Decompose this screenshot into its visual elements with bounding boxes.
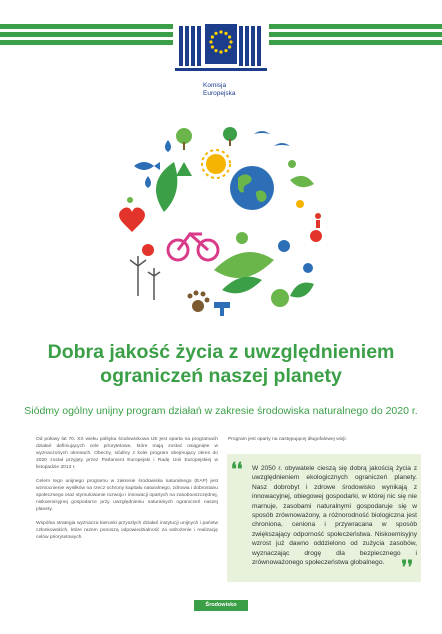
main-title-line1: Dobra jakość życia z uwzględnieniem [47,341,395,363]
environment-icons-circle-illustration [104,120,336,330]
topic-tag: Środowisko [194,600,248,611]
fish-icon [134,162,160,170]
heart-icon [119,208,145,233]
globe-icon [230,166,274,210]
water-drop-icon [145,176,151,188]
logo-label-line1: Komisja [203,82,227,89]
logo-label [203,82,236,98]
person-icon [315,213,321,228]
logo-label-line2: Europejska [203,90,236,97]
leaf-icon [222,277,262,294]
leaf-icon [214,252,274,278]
bicycle-icon [168,234,218,260]
right-column-intro: Program jest oparty na następującej długofalowej wizji: [228,437,347,442]
bird-icon [274,143,290,146]
subtitle: Siódmy ogólny unijny program działań w zakresie środowiska naturalnego do 2020 r. [24,405,418,417]
left-paragraph-3: Wspólna strategia wyznacza kierunki przyszłych działań instytucji unijnych i państw członkowskich, które razem ponoszą odpowiedzialność za wdrożenie i realizację celów priorytetowych. [36,521,218,540]
left-column [36,436,218,548]
leaf-icon [290,283,314,298]
paw-icon [188,291,210,313]
sun-icon [202,150,230,178]
tree-icon [176,128,192,144]
apple-icon [271,289,289,307]
main-title-line2: ograniczeń naszej planety [100,365,342,387]
apple-icon [142,244,154,256]
apple-icon [310,230,322,242]
wind-turbine-icon [130,256,160,300]
leaf-icon [290,176,314,187]
bird-icon [254,131,270,134]
berlaymont-building-icon [173,20,269,80]
main-title [20,340,422,388]
european-commission-logo [173,20,269,96]
tree-icon [223,127,237,141]
vision-quote-box [227,454,421,582]
open-quote-icon: ❛❛ [231,459,243,479]
leaf-icon [156,162,177,212]
water-drop-icon [165,140,171,152]
vision-quote-text: W 2050 r. obywatele cieszą się dobrą jakością życia z uwzględnieniem ekologicznych ograniczeń planety. Nasz dobrobyt i zdrowe środowisko wynikają z innowacyjnej, obiegowej gospodarki, w której nic się nie marnuje, zasobami naturalnymi gospodaruje się w sposób zrównoważony, a różnorodność biologiczna jest chroniona, ceniona i przywracana w sposób zwiększający odporność społeczeństwa. Niskoemisyjny wzrost już dawno oddzielono od zużycia zasobów, wyznaczając drogę dla bezpiecznego i zrównoważonego społeczeństwa globalnego. [252,465,417,567]
left-paragraph-1: Od połowy lat 70. XX wieku polityka środowiskowa UE jest oparta na programach działań definiujących cele priorytetowe, które mają zostać osiągnięte w wyznaczonych okresach. Obecny, siódmy z kolei program obejmujący okres do 2020 został przyjęty przez Parlament Europejski i Radę Unii Europejskiej w listopadzie 2013 r. [36,437,218,470]
left-paragraph-2: Celem tego unijnego programu w zakresie środowiska naturalnego (EAP) jest wzmocnienie wysiłków na rzecz ochrony kapitału naturalnego, zdrowia i dobrostanu społecznego oraz stymulowanie rozwoju i innowacji opartych na zasobooszczędnej, niskoemisyjnej gospodarce przy uwzględnieniu naturalnych ograniczeń naszej planety. [36,479,218,512]
close-quote-icon: ❜❜ [401,557,413,577]
water-tap-icon [214,302,230,316]
